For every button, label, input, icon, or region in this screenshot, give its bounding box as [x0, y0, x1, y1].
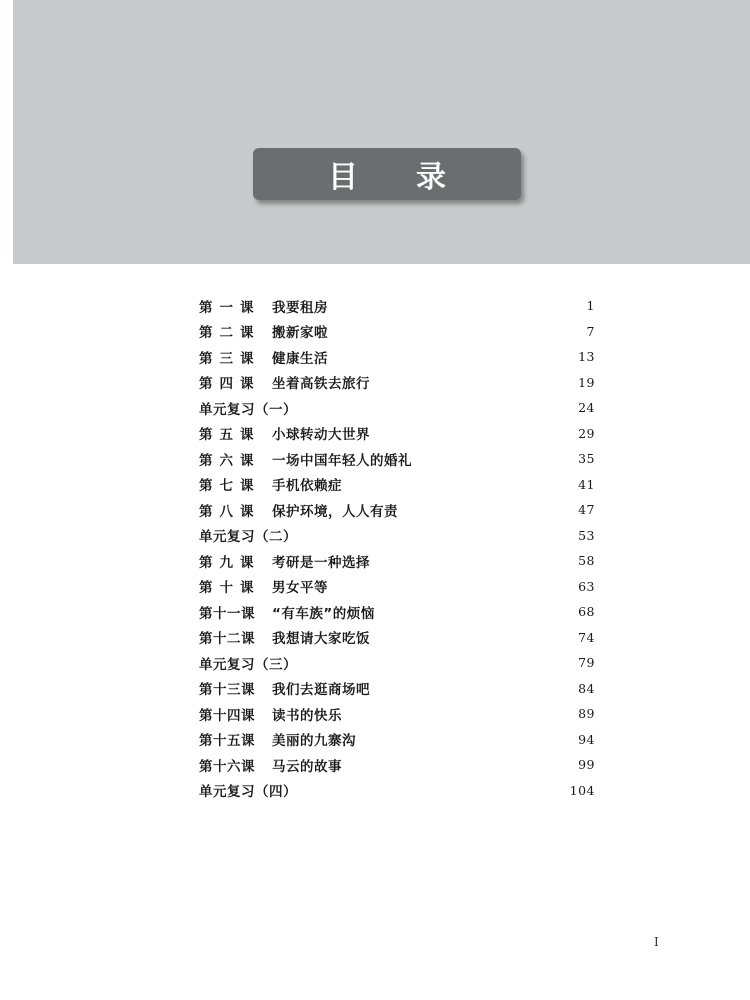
page-ref: 41 — [578, 476, 595, 492]
page-ref: 1 — [586, 298, 595, 314]
lesson-name: 坐着高铁去旅行 — [272, 376, 370, 393]
page-ref: 19 — [578, 374, 595, 390]
title-char-1: 目 — [328, 160, 358, 195]
toc-entry[interactable] — [199, 344, 595, 370]
page-ref: 13 — [578, 349, 595, 365]
lesson-label: 第三课 — [199, 350, 261, 367]
page-number: I — [654, 935, 659, 949]
page-ref: 47 — [578, 502, 595, 518]
toc-entry[interactable] — [199, 574, 595, 600]
page-ref: 68 — [578, 604, 595, 620]
lesson-name: 考研是一种选择 — [272, 554, 370, 571]
lesson-name: 男女平等 — [272, 580, 328, 597]
lesson-name: 我们去逛商场吧 — [272, 682, 370, 699]
toc-entry[interactable] — [199, 599, 595, 625]
lesson-label: 第九课 — [199, 554, 261, 571]
page-ref: 74 — [578, 629, 595, 645]
toc-entry[interactable] — [199, 446, 595, 472]
lesson-name: 手机依赖症 — [272, 478, 342, 495]
page-ref: 99 — [578, 757, 595, 773]
title-char-2: 录 — [416, 160, 446, 195]
lesson-name: 搬新家啦 — [272, 325, 328, 342]
toc-entry[interactable] — [199, 625, 595, 651]
page-title — [253, 148, 521, 200]
review-label: 单元复习（二） — [199, 529, 297, 546]
page-ref: 24 — [578, 400, 595, 416]
review-label: 单元复习（一） — [199, 401, 297, 418]
page-ref: 79 — [578, 655, 595, 671]
lesson-label: 第十二课 — [199, 631, 255, 648]
lesson-label: 第六课 — [199, 452, 261, 469]
lesson-label: 第二课 — [199, 325, 261, 342]
lesson-name: 小球转动大世界 — [272, 427, 370, 444]
lesson-name: 马云的故事 — [272, 758, 342, 775]
toc-entry-review[interactable] — [199, 778, 595, 804]
lesson-name: 保护环境，人人有责 — [272, 503, 398, 520]
page-ref: 58 — [578, 553, 595, 569]
page-ref: 63 — [578, 578, 595, 594]
toc-entry[interactable] — [199, 319, 595, 345]
toc-entry[interactable] — [199, 727, 595, 753]
toc-entry-review[interactable] — [199, 395, 595, 421]
lesson-label: 第十五课 — [199, 733, 255, 750]
toc-entry[interactable] — [199, 472, 595, 498]
lesson-label: 第七课 — [199, 478, 261, 495]
toc-entry[interactable] — [199, 548, 595, 574]
lesson-name: 一场中国年轻人的婚礼 — [272, 452, 412, 469]
page-ref: 53 — [578, 527, 595, 543]
toc-entry[interactable] — [199, 421, 595, 447]
lesson-label: 第五课 — [199, 427, 261, 444]
lesson-label: 第四课 — [199, 376, 261, 393]
page-ref: 89 — [578, 706, 595, 722]
page-ref: 94 — [578, 731, 595, 747]
toc-entry[interactable] — [199, 701, 595, 727]
toc-entry[interactable] — [199, 676, 595, 702]
toc-entry[interactable] — [199, 497, 595, 523]
page-ref: 35 — [578, 451, 595, 467]
review-label: 单元复习（四） — [199, 784, 297, 801]
page-ref: 7 — [586, 323, 595, 339]
lesson-label: 第十一课 — [199, 605, 255, 622]
page-ref: 104 — [569, 782, 595, 798]
lesson-label: 第八课 — [199, 503, 261, 520]
toc-entry[interactable] — [199, 293, 595, 319]
toc-entry[interactable] — [199, 752, 595, 778]
lesson-name: 健康生活 — [272, 350, 328, 367]
lesson-name: 读书的快乐 — [272, 707, 342, 724]
lesson-name: “有车族”的烦恼 — [272, 605, 375, 622]
lesson-name: 美丽的九寨沟 — [272, 733, 356, 750]
page-ref: 84 — [578, 680, 595, 696]
header-band — [13, 0, 750, 264]
toc-entry-review[interactable] — [199, 523, 595, 549]
lesson-name: 我想请大家吃饭 — [272, 631, 370, 648]
lesson-label: 第一课 — [199, 299, 261, 316]
lesson-label: 第十四课 — [199, 707, 255, 724]
toc-entry-review[interactable] — [199, 650, 595, 676]
toc-entry[interactable] — [199, 370, 595, 396]
lesson-label: 第十三课 — [199, 682, 255, 699]
lesson-label: 第十课 — [199, 580, 261, 597]
lesson-label: 第十六课 — [199, 758, 255, 775]
lesson-name: 我要租房 — [272, 299, 328, 316]
page-ref: 29 — [578, 425, 595, 441]
review-label: 单元复习（三） — [199, 656, 297, 673]
table-of-contents — [199, 293, 595, 803]
